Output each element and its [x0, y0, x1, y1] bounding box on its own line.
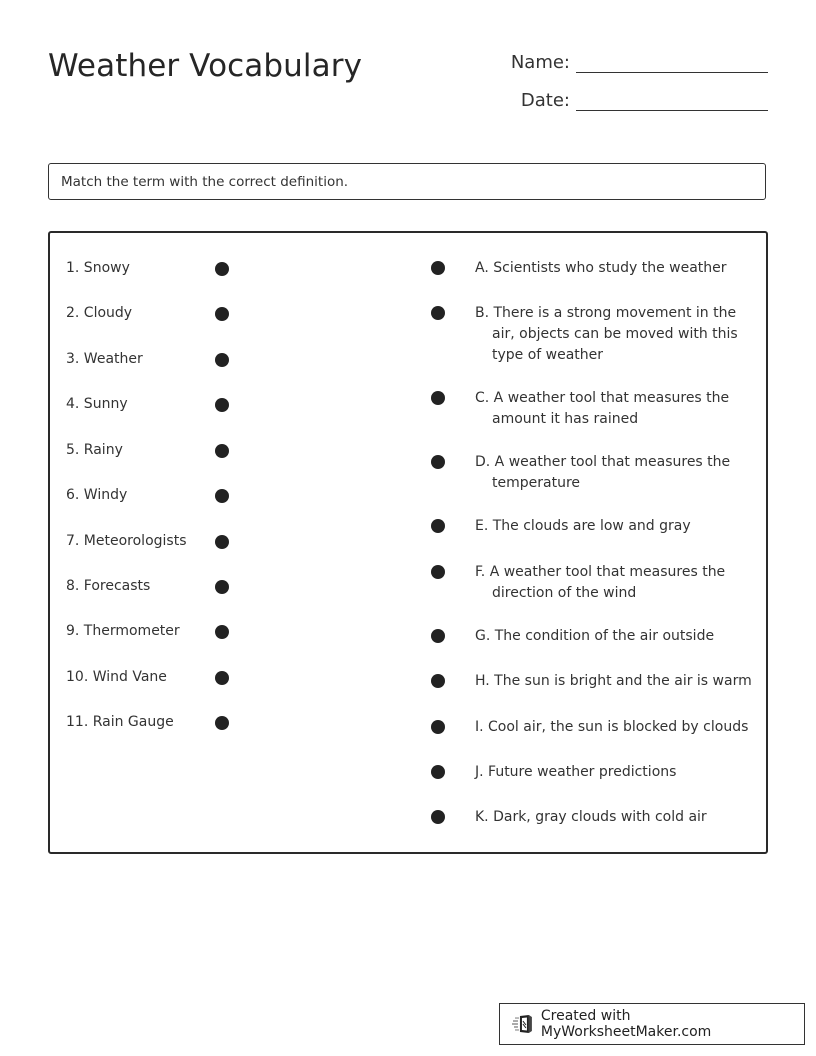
definition-text: F. A weather tool that measures the: [475, 564, 726, 580]
term-label: 10. Wind Vane: [66, 669, 167, 685]
definition-text: J. Future weather predictions: [475, 764, 677, 780]
definition-match-dot[interactable]: [431, 720, 445, 734]
definition-match-dot[interactable]: [431, 674, 445, 688]
term-label: 7. Meteorologists: [66, 533, 187, 549]
instructions-box: Match the term with the correct definition.: [48, 163, 766, 200]
term-match-dot[interactable]: [215, 444, 229, 458]
definition-match-dot[interactable]: [431, 629, 445, 643]
definition-item: [475, 303, 755, 366]
name-label: Name:: [510, 52, 570, 73]
definition-match-dot[interactable]: [431, 765, 445, 779]
definition-item: [475, 258, 755, 279]
definition-item: [475, 626, 755, 647]
definition-text: H. The sun is bright and the air is warm: [475, 673, 752, 689]
definition-match-dot[interactable]: [431, 306, 445, 320]
definition-item: [475, 762, 755, 783]
definition-item: [475, 807, 755, 828]
definition-match-dot[interactable]: [431, 565, 445, 579]
term-label: 5. Rainy: [66, 442, 123, 458]
definition-text-continued: direction of the wind: [492, 585, 637, 601]
definition-text: D. A weather tool that measures the: [475, 454, 731, 470]
definition-match-dot[interactable]: [431, 810, 445, 824]
definition-match-dot[interactable]: [431, 391, 445, 405]
date-input-line[interactable]: [576, 90, 768, 111]
definition-text-continued: amount it has rained: [492, 411, 639, 427]
definition-text: B. There is a strong movement in the: [475, 305, 737, 321]
definition-text: C. A weather tool that measures the: [475, 390, 730, 406]
definition-item: [475, 388, 755, 430]
definition-item: [475, 516, 755, 537]
definition-text: I. Cool air, the sun is blocked by clouds: [475, 719, 749, 735]
term-match-dot[interactable]: [215, 398, 229, 412]
term-label: 6. Windy: [66, 487, 128, 503]
page-title: Weather Vocabulary: [48, 48, 363, 84]
term-match-dot[interactable]: [215, 489, 229, 503]
term-label: 9. Thermometer: [66, 623, 180, 639]
footer-text: Created with MyWorksheetMaker.com: [540, 1008, 712, 1040]
definition-text: A. Scientists who study the weather: [475, 260, 727, 276]
term-match-dot[interactable]: [215, 625, 229, 639]
definition-item: [475, 452, 755, 494]
term-label: 3. Weather: [66, 351, 143, 367]
term-match-dot[interactable]: [215, 580, 229, 594]
worksheet-maker-logo-icon: [512, 1013, 534, 1035]
term-label: 11. Rain Gauge: [66, 714, 174, 730]
name-field: [490, 52, 768, 73]
date-label: Date:: [520, 90, 570, 111]
term-label: 1. Snowy: [66, 260, 130, 276]
name-input-line[interactable]: [576, 52, 768, 73]
term-match-dot[interactable]: [215, 307, 229, 321]
definition-text: E. The clouds are low and gray: [475, 518, 691, 534]
definition-match-dot[interactable]: [431, 519, 445, 533]
date-field: [490, 90, 768, 111]
definition-match-dot[interactable]: [431, 455, 445, 469]
definition-item: [475, 562, 755, 604]
definition-item: [475, 717, 755, 738]
definition-text-continued: air, objects can be moved with this type of weather: [492, 326, 738, 363]
definition-text: K. Dark, gray clouds with cold air: [475, 809, 707, 825]
term-match-dot[interactable]: [215, 353, 229, 367]
term-label: 4. Sunny: [66, 396, 128, 412]
term-label: 8. Forecasts: [66, 578, 151, 594]
definition-text: G. The condition of the air outside: [475, 628, 715, 644]
definition-text-continued: temperature: [492, 475, 580, 491]
term-match-dot[interactable]: [215, 535, 229, 549]
definition-match-dot[interactable]: [431, 261, 445, 275]
term-label: 2. Cloudy: [66, 305, 133, 321]
term-match-dot[interactable]: [215, 716, 229, 730]
definition-item: [475, 671, 755, 692]
term-match-dot[interactable]: [215, 262, 229, 276]
term-match-dot[interactable]: [215, 671, 229, 685]
footer-badge: [499, 1003, 805, 1045]
